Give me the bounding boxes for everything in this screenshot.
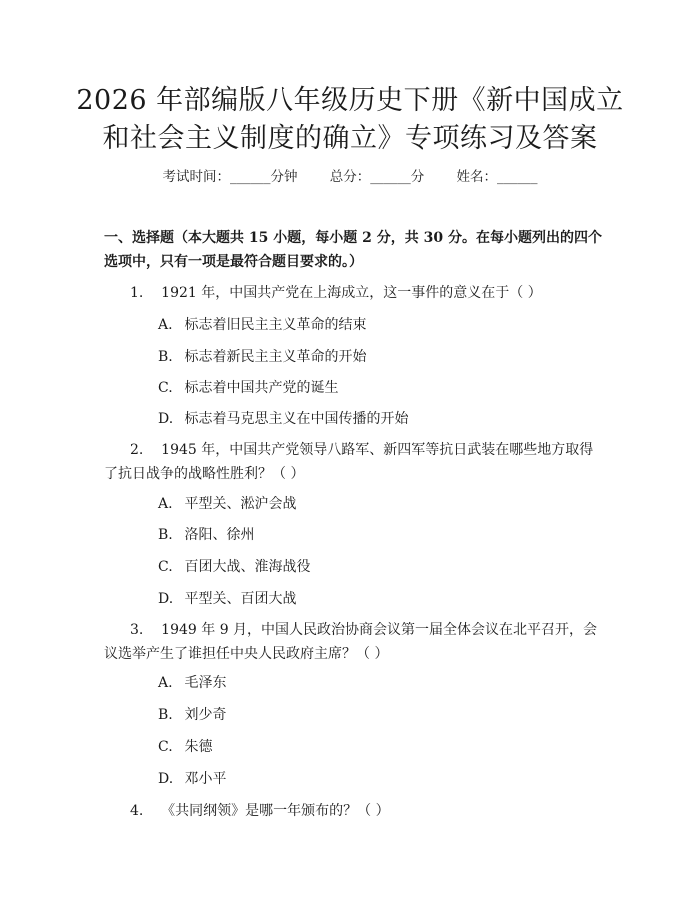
question-3-option-c	[158, 736, 598, 758]
option-letter: D.	[158, 591, 174, 607]
option-text: 平型关、淞沪会战	[184, 496, 297, 512]
option-letter: C.	[158, 380, 173, 396]
option-letter: C.	[158, 739, 173, 755]
question-1	[104, 281, 604, 305]
question-text: 1921 年，中国共产党在上海成立，这一事件的意义在于（ ）	[161, 285, 542, 301]
question-3-option-b	[158, 704, 598, 726]
question-1-option-a	[158, 314, 598, 336]
question-text: 1949 年 9 月，中国人民政治协商会议第一届全体会议在北平召开，会议选举产生了谁担任中央人民政府主席？（ ）	[104, 622, 598, 662]
option-text: 百团大战、淮海战役	[184, 559, 311, 575]
option-letter: B.	[158, 707, 173, 723]
exam-meta	[0, 166, 700, 188]
question-text: 1945 年，中国共产党领导八路军、新四军等抗日武装在哪些地方取得了抗日战争的战略性胜利？（ ）	[104, 442, 594, 482]
option-letter: C.	[158, 559, 173, 575]
option-letter: B.	[158, 349, 173, 365]
question-1-option-c	[158, 377, 598, 399]
section-heading: 一、选择题（本大题共 15 小题，每小题 2 分，共 30 分。在每小题列出的四个选项中，只有一项是最符合题目要求的。）	[104, 230, 602, 270]
question-number: 4.	[130, 803, 144, 819]
option-text: 洛阳、徐州	[184, 527, 255, 543]
question-number: 3.	[130, 622, 144, 638]
question-3	[104, 618, 604, 666]
option-text: 刘少奇	[184, 707, 227, 723]
option-letter: D.	[158, 411, 174, 427]
document-title-line-2: 和社会主义制度的确立》专项练习及答案	[102, 123, 598, 154]
question-4	[104, 799, 604, 823]
option-letter: B.	[158, 527, 173, 543]
exam-student-name: 姓名：______	[456, 169, 538, 185]
option-letter: A.	[158, 675, 173, 691]
question-3-option-d	[158, 768, 598, 790]
option-text: 朱德	[184, 739, 213, 755]
question-number: 1.	[130, 285, 144, 301]
option-text: 毛泽东	[184, 675, 227, 691]
question-3-option-a	[158, 672, 598, 694]
option-text: 标志着新民主主义革命的开始	[184, 349, 367, 365]
exam-time: 考试时间：______分钟	[162, 169, 298, 185]
option-text: 标志着马克思主义在中国传播的开始	[184, 411, 409, 427]
question-1-option-d	[158, 408, 598, 430]
option-text: 邓小平	[184, 771, 227, 787]
question-text: 《共同纲领》是哪一年颁布的？（ ）	[161, 803, 390, 819]
question-2	[104, 438, 604, 486]
document-title-line-1: 2026 年部编版八年级历史下册《新中国成立	[76, 85, 624, 116]
question-number: 2.	[130, 442, 144, 458]
question-2-option-c	[158, 556, 598, 578]
option-letter: A.	[158, 317, 173, 333]
question-2-option-a	[158, 493, 598, 515]
exam-total-score: 总分：______分	[329, 169, 425, 185]
option-text: 标志着中国共产党的诞生	[184, 380, 339, 396]
option-letter: A.	[158, 496, 173, 512]
question-1-option-b	[158, 346, 598, 368]
question-2-option-b	[158, 524, 598, 546]
option-letter: D.	[158, 771, 174, 787]
option-text: 标志着旧民主主义革命的结束	[184, 317, 367, 333]
option-text: 平型关、百团大战	[184, 591, 297, 607]
question-2-option-d	[158, 588, 598, 610]
